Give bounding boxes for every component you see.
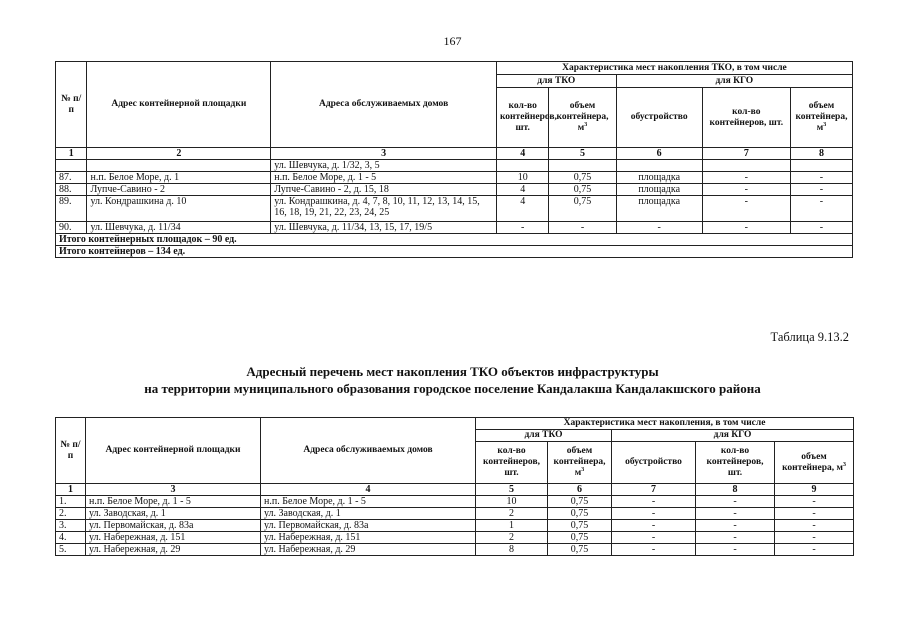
table-row: 89. ул. Кондрашкина д. 10 ул. Кондрашкина, д. 4, 7, 8, 10, 11, 12, 13, 14, 15, 16, 18, 19, 21, 22, 23, 24, 25 4 0,75 площадка - -: [56, 196, 853, 222]
header-address: Адрес контейнерной площадки: [86, 418, 261, 484]
header-num: № п/п: [56, 62, 87, 148]
header-address: Адрес контейнерной площадки: [87, 62, 271, 148]
header-houses: Адреса обслуживаемых домов: [271, 62, 497, 148]
header-kgo-count: кол-во контейнеров, шт.: [696, 442, 775, 484]
total-containers-row: Итого контейнеров – 134 ед.: [56, 246, 853, 258]
table-row: 4. ул. Набережная, д. 151 ул. Набережная, д. 151 2 0,75 - - -: [56, 532, 854, 544]
containers-table-1: [55, 61, 853, 258]
header-count: кол-во контейнеров, шт.: [496, 88, 548, 148]
header-setup: обустройство: [612, 442, 696, 484]
column-index-row: 1 3 4 5 6 7 8 9: [56, 484, 854, 496]
header-volume: объем контейнера, $м^3$: [549, 88, 616, 148]
header-kgo-volume: объем контейнера, $м^3$: [790, 88, 852, 148]
table-row: 87. н.п. Белое Море, д. 1 н.п. Белое Море, д. 1 - 5 10 0,75 площадка - -: [56, 172, 853, 184]
header-setup: обустройство: [616, 88, 702, 148]
table-row: 90. ул. Шевчука, д. 11/34 ул. Шевчука, д. 11/34, 13, 15, 17, 19/5 - - - - -: [56, 222, 853, 234]
table-caption: Таблица 9.13.2: [770, 330, 849, 344]
document-title-line-1: Адресный перечень мест накопления ТКО объектов инфраструктуры: [246, 364, 659, 379]
header-kgo: для КГО: [616, 75, 852, 88]
table-row: 3. ул. Первомайская, д. 83а ул. Первомайская, д. 83а 1 0,75 - - -: [56, 520, 854, 532]
header-characteristics: Характеристика мест накопления ТКО, в том числе: [496, 62, 852, 75]
table-row: ул. Шевчука, д. 1/32, 3, 5: [56, 160, 853, 172]
header-kgo-volume: объем контейнера, $м^3$: [775, 442, 854, 484]
containers-table-2: [55, 417, 854, 556]
header-characteristics: Характеристика мест накопления, в том числе: [476, 418, 854, 430]
total-sites-row: Итого контейнерных площадок – 90 ед.: [56, 234, 853, 246]
header-num: № п/п: [56, 418, 86, 484]
header-kgo: для КГО: [612, 430, 854, 442]
header-kgo-count: кол-во контейнеров, шт.: [702, 88, 790, 148]
table-row: 88. Лупче-Савино - 2 Лупче-Савино - 2, д. 15, 18 4 0,75 площадка - -: [56, 184, 853, 196]
table-row: 5. ул. Набережная, д. 29 ул. Набережная, д. 29 8 0,75 - - -: [56, 544, 854, 556]
header-tko: для ТКО: [476, 430, 612, 442]
table-row: 1. н.п. Белое Море, д. 1 - 5 н.п. Белое Море, д. 1 - 5 10 0,75 - - -: [56, 496, 854, 508]
document-title-line-2: на территории муниципального образования городское поселение Кандалакша Кандалакшского района: [144, 381, 761, 396]
header-houses: Адреса обслуживаемых домов: [261, 418, 476, 484]
column-index-row: 1 2 3 4 5 6 7 8: [56, 148, 853, 160]
header-tko: для ТКО: [496, 75, 616, 88]
table-row: 2. ул. Заводская, д. 1 ул. Заводская, д. 1 2 0,75 - - -: [56, 508, 854, 520]
header-count: кол-во контейнеров, шт.: [476, 442, 548, 484]
page-number: 167: [443, 34, 462, 48]
header-volume: объем контейнера, $м^3$: [548, 442, 612, 484]
